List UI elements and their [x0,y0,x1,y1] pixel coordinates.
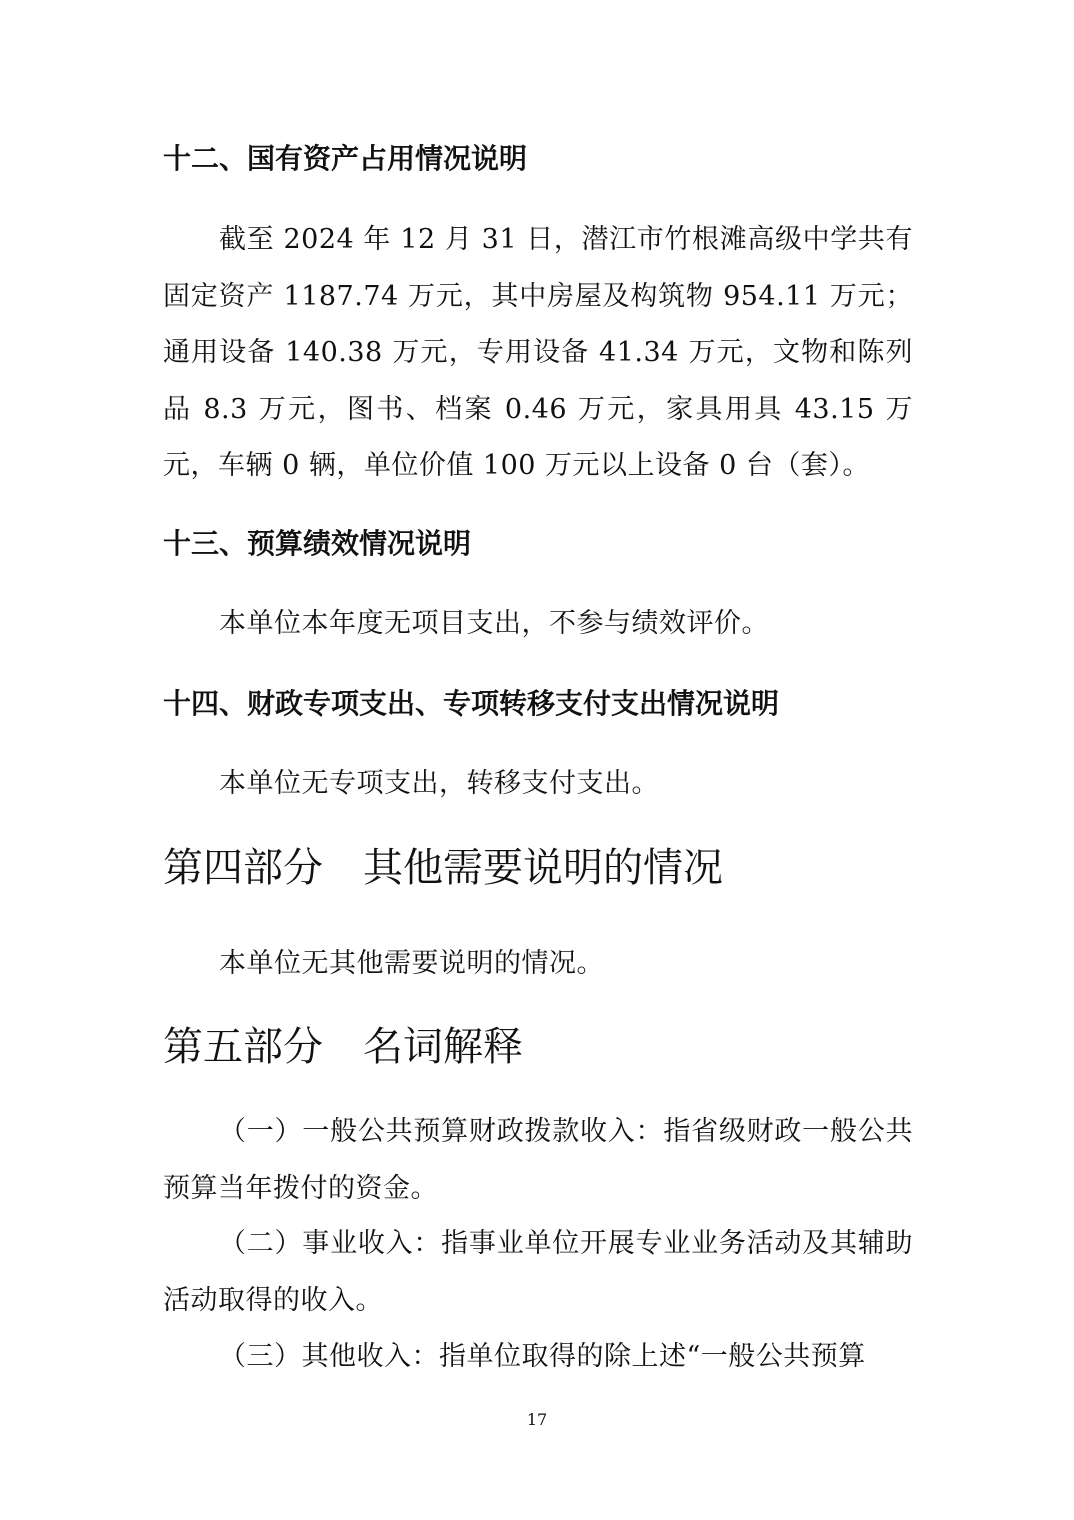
section-13-heading: 十三、预算绩效情况说明 [163,527,472,560]
section-14-body: 本单位无专项支出，转移支付支出。 [219,768,659,799]
glossary-item-2: （二）事业收入：指事业单位开展专业业务活动及其辅助活动取得的收入。 [163,1228,913,1316]
part-4-body: 本单位无其他需要说明的情况。 [219,948,604,979]
page-number: 17 [526,1410,548,1429]
section-13-body: 本单位本年度无项目支出，不参与绩效评价。 [219,608,769,639]
glossary-item-3: （三）其他收入：指单位取得的除上述“一般公共预算 [219,1341,866,1372]
part-4-heading: 第四部分 其他需要说明的情况 [163,845,723,891]
glossary-item-1: （一）一般公共预算财政拨款收入：指省级财政一般公共预算当年拨付的资金。 [163,1116,913,1204]
section-12-body: 截至 2024 年 12 月 31 日，潜江市竹根滩高级中学共有固定资产 1187.74 万元，其中房屋及构筑物 954.11 万元；通用设备 140.38 万元，专用设备 41.34 万元，文物和陈列品 8.3 万元，图书、档案 0.46 万元，家具用具 43.15 万元，车辆 0 辆，单位价值 100 万元以上设备 0 台（套）。 [163,224,913,481]
section-14-heading: 十四、财政专项支出、专项转移支付支出情况说明 [163,687,780,720]
part-5-heading: 第五部分 名词解释 [163,1024,523,1070]
section-12-heading: 十二、国有资产占用情况说明 [163,142,528,175]
